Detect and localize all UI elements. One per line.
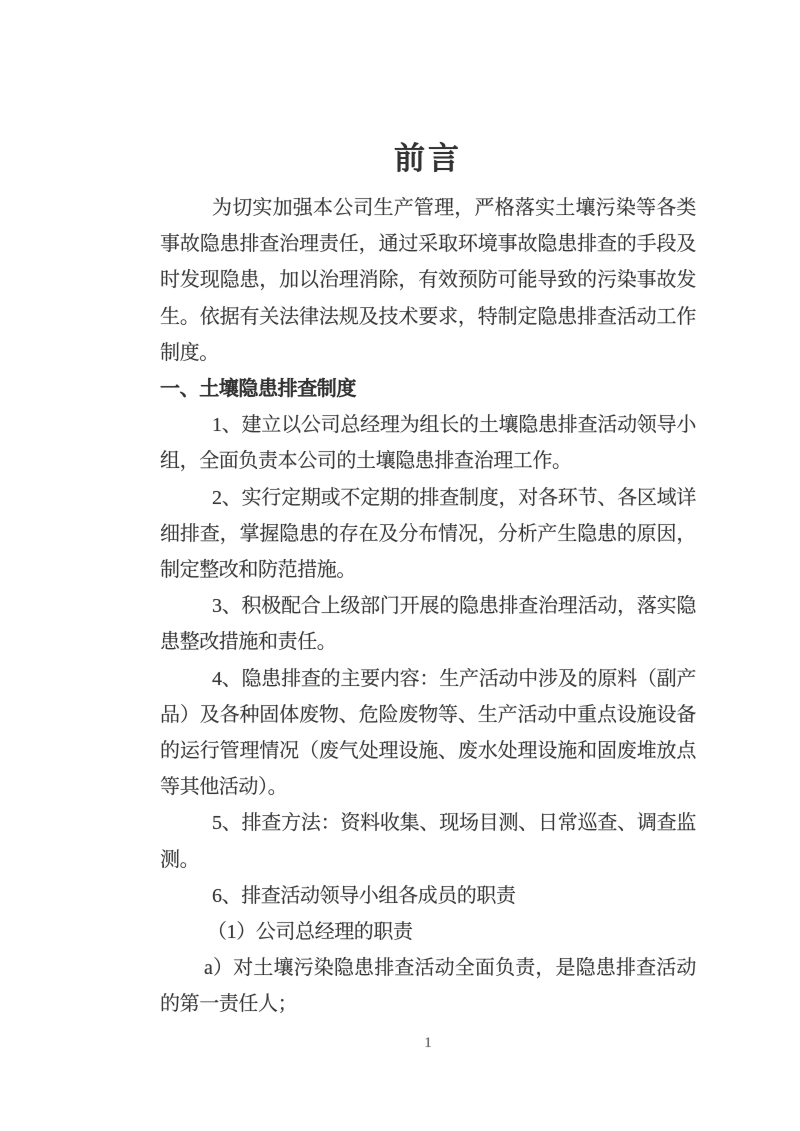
- sub-item-1-general-manager-duties: （1）公司总经理的职责: [207, 921, 413, 944]
- sub-item-a: a）对土壤污染隐患排查活动全面负责，是隐患排查活动的第一责任人；: [160, 957, 696, 1016]
- list-item-4: 4、隐患排查的主要内容：生产活动中涉及的原料（副产品）及各种固体废物、危险废物等、生产活动中重点设施设备的运行管理情况（废气处理设施、废水处理设施和固废堆放点等其他活动）。: [160, 667, 696, 799]
- list-item-6: 6、排查活动领导小组各成员的职责: [212, 884, 516, 907]
- list-item-5: 5、排查方法：资料收集、现场目测、日常巡查、调查监测。: [160, 812, 696, 871]
- list-item-2: 2、实行定期或不定期的排查制度，对各环节、各区域详细排查，掌握隐患的存在及分布情况，分析产生隐患的原因，制定整改和防范措施。: [160, 486, 696, 582]
- page-number: 1: [424, 1034, 432, 1051]
- list-item-1: 1、建立以公司总经理为组长的土壤隐患排查活动领导小组，全面负责本公司的土壤隐患排查治理工作。: [160, 414, 696, 473]
- section-heading-soil-inspection-system: 一、土壤隐患排查制度: [160, 378, 356, 401]
- paragraph-intro: 为切实加强本公司生产管理，严格落实土壤污染等各类事故隐患排查治理责任，通过采取环境事故隐患排查的手段及时发现隐患，加以治理消除，有效预防可能导致的污染事故发生。依据有关法律法规及技术要求，特制定隐患排查活动工作制度。: [160, 197, 696, 364]
- list-item-3: 3、积极配合上级部门开展的隐患排查治理活动，落实隐患整改措施和责任。: [160, 595, 696, 654]
- document-title: 前言: [394, 141, 462, 176]
